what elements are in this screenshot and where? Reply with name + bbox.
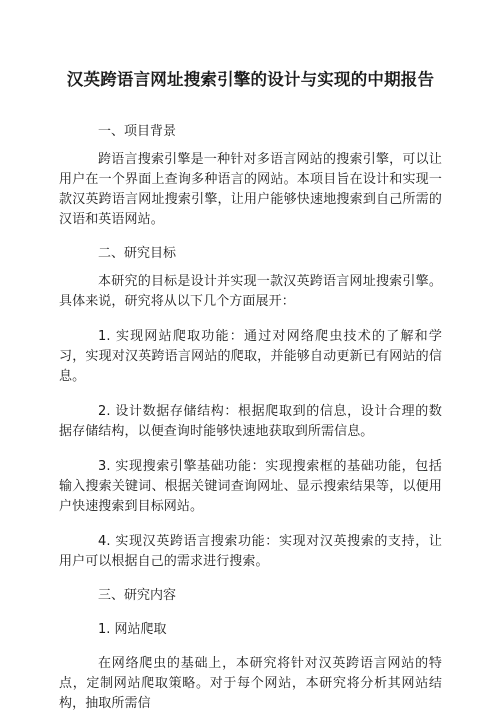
paragraph-objective-1: 1. 实现网站爬取功能：通过对网络爬虫技术的了解和学习，实现对汉英跨语言网站的爬取，并能够自动更新已有网站的信息。: [59, 329, 442, 384]
section-heading-background: 一、项目背景: [98, 124, 177, 139]
subheading-website-crawling: 1. 网站爬取: [98, 622, 167, 637]
paragraph-objective-2: 2. 设计数据存储结构：根据爬取到的信息，设计合理的数据存储结构，以便查询时能够快速地获取到所需信息。: [59, 404, 442, 439]
section-heading-objectives: 二、研究目标: [98, 246, 177, 261]
section-heading-content: 三、研究内容: [98, 588, 177, 603]
document-title: 汉英跨语言网址搜索引擎的设计与实现的中期报告: [66, 70, 435, 89]
paragraph-objective-4: 4. 实现汉英跨语言搜索功能：实现对汉英搜索的支持，让用户可以根据自己的需求进行搜索。: [59, 534, 442, 569]
paragraph-objectives-intro: 本研究的目标是设计并实现一款汉英跨语言网址搜索引擎。具体来说，研究将从以下几个方面展开：: [59, 274, 442, 309]
paragraph-objective-3: 3. 实现搜索引擎基础功能：实现搜索框的基础功能，包括输入搜索关键词、根据关键词查询网址、显示搜索结果等，以便用户快速搜索到目标网站。: [59, 459, 442, 514]
paragraph-background: 跨语言搜索引擎是一种针对多语言网站的搜索引擎，可以让用户在一个界面上查询多种语言的网站。本项目旨在设计和实现一款汉英跨语言网址搜索引擎，让用户能够快速地搜索到自己所需的汉语和英语网站。: [59, 152, 442, 227]
paragraph-crawling: 在网络爬虫的基础上，本研究将针对汉英跨语言网站的特点，定制网站爬取策略。对于每个网站，本研究将分析其网站结构，抽取所需信: [59, 656, 442, 711]
